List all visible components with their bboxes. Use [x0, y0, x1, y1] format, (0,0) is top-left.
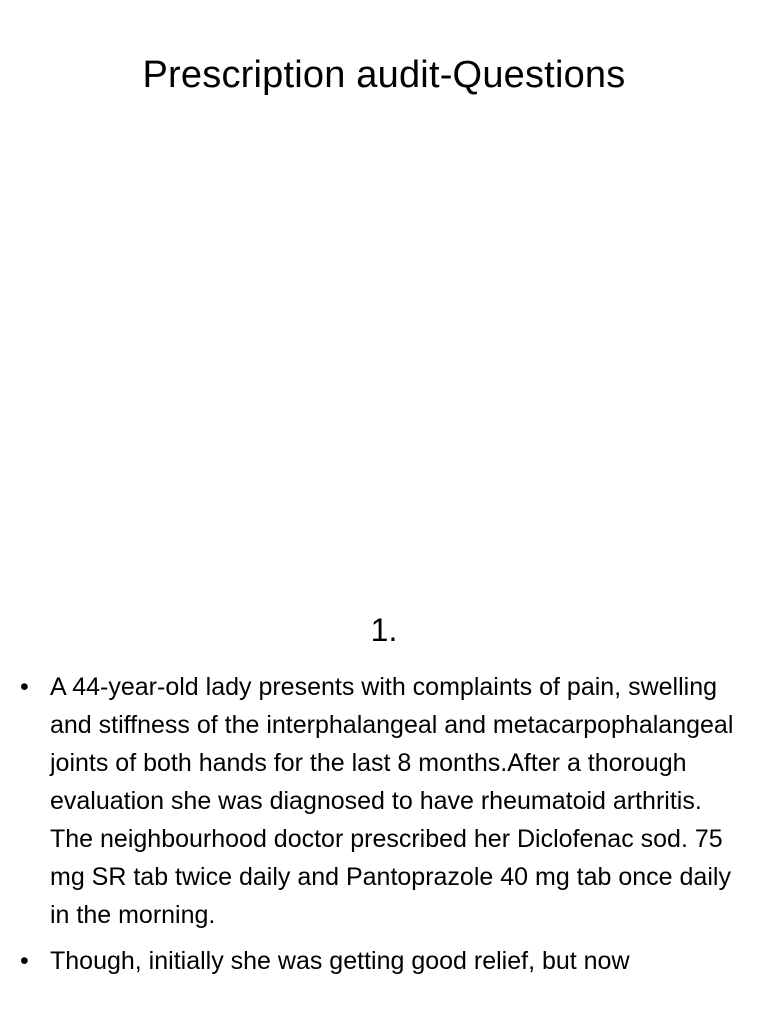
- question-number: 1.: [370, 612, 398, 648]
- bullet-dot-icon: •: [20, 947, 29, 975]
- bullet-item-followup: [20, 942, 748, 980]
- bullet-text: Though, initially she was getting good relief, but now: [50, 947, 630, 975]
- bullet-text: A 44-year-old lady presents with complaints of pain, swelling and stiffness of the interphalangeal and metacarpophalangeal joints of both hands for the last 8 months.After a thorough evaluation she was diagnosed to have rheumatoid arthritis. The neighbourhood doctor prescribed her Diclofenac sod. 75 mg SR tab twice daily and Pantoprazole 40 mg tab once daily in the morning.: [50, 673, 734, 929]
- bullet-dot-icon: •: [20, 673, 29, 701]
- question-bullet-list: [20, 668, 748, 988]
- bullet-item-case-description: [20, 668, 748, 934]
- page-title: Prescription audit-Questions: [142, 54, 626, 96]
